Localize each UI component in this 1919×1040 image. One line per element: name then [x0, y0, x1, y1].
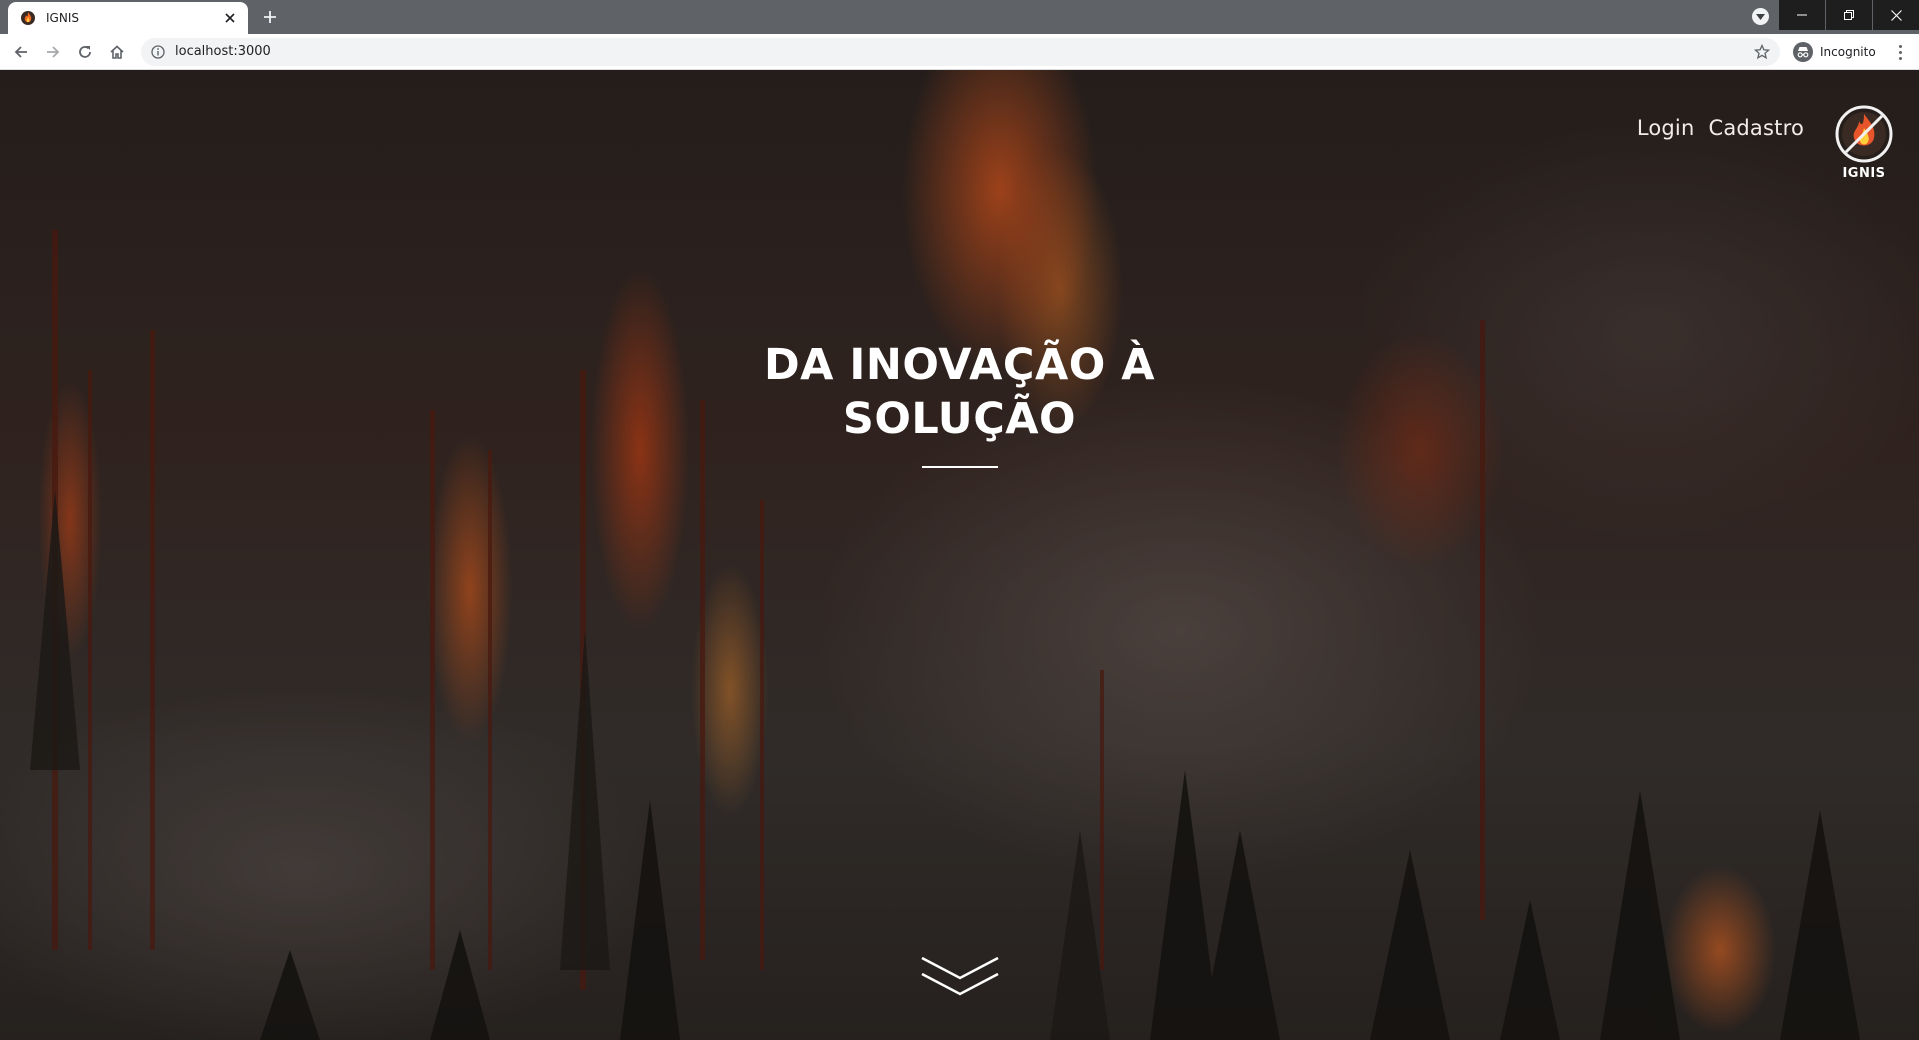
window-controls	[1779, 0, 1919, 30]
reload-button[interactable]	[73, 40, 97, 64]
site-nav	[1637, 116, 1804, 140]
chevron-down-icon	[1756, 14, 1765, 20]
hero-divider	[922, 466, 998, 468]
browser-toolbar	[0, 34, 1919, 70]
ignis-logo-icon	[1834, 104, 1894, 164]
kebab-dot	[1899, 51, 1902, 54]
plus-icon	[263, 10, 277, 24]
double-chevron-down-icon[interactable]	[920, 950, 1000, 1000]
reload-icon	[77, 44, 93, 60]
page-viewport	[0, 70, 1919, 1040]
tab-title: IGNIS	[46, 11, 79, 25]
hero-section	[0, 338, 1919, 468]
home-button[interactable]	[105, 40, 129, 64]
incognito-icon	[1793, 42, 1813, 62]
tab-search-button[interactable]	[1752, 8, 1769, 25]
kebab-menu-icon	[1899, 45, 1902, 48]
ignis-favicon-icon	[20, 10, 36, 26]
register-link[interactable]: Cadastro	[1708, 116, 1804, 140]
hero-title-line-1: DA INOVAÇÃO À	[763, 340, 1156, 390]
minimize-icon	[1797, 10, 1807, 20]
new-tab-button[interactable]	[259, 6, 281, 28]
site-logo[interactable]	[1833, 104, 1895, 184]
window-close-button[interactable]	[1873, 0, 1919, 30]
close-icon	[1891, 10, 1902, 21]
incognito-label: Incognito	[1820, 45, 1876, 59]
close-icon	[225, 13, 235, 23]
logo-text: IGNIS	[1842, 166, 1886, 181]
back-button[interactable]	[9, 40, 33, 64]
home-icon	[109, 44, 125, 60]
arrow-left-icon	[13, 44, 29, 60]
arrow-right-icon	[45, 44, 61, 60]
kebab-dot	[1899, 57, 1902, 60]
browser-menu-button[interactable]	[1890, 40, 1910, 64]
address-bar[interactable]	[141, 38, 1780, 66]
restore-icon	[1844, 10, 1854, 20]
info-icon[interactable]	[151, 45, 165, 59]
login-link[interactable]: Login	[1636, 116, 1695, 140]
tab-close-button[interactable]	[220, 8, 240, 28]
dark-overlay	[0, 70, 1919, 1040]
incognito-indicator[interactable]	[1789, 38, 1886, 66]
browser-tab[interactable]	[8, 2, 248, 34]
browser-tabstrip	[0, 0, 1919, 34]
forward-button[interactable]	[41, 40, 65, 64]
address-url[interactable]: localhost:3000	[175, 44, 271, 59]
hero-title-line-2: SOLUÇÃO	[842, 394, 1077, 444]
restore-button[interactable]	[1826, 0, 1872, 30]
star-icon[interactable]	[1754, 44, 1770, 60]
minimize-button[interactable]	[1779, 0, 1825, 30]
